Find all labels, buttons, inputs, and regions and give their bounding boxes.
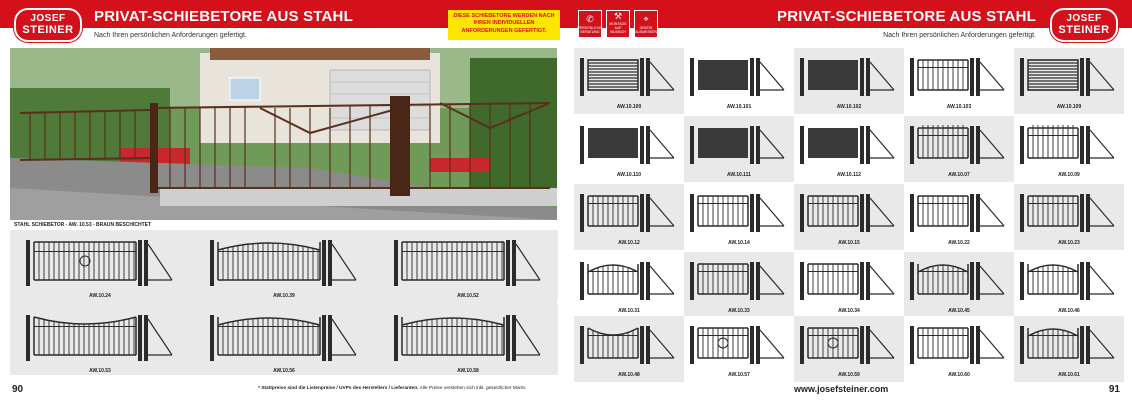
- gate-illustration: [578, 320, 678, 368]
- product-card[interactable]: [904, 252, 1014, 318]
- product-card[interactable]: [904, 184, 1014, 250]
- gate-illustration: [208, 234, 360, 290]
- product-code: AW.10.56: [273, 368, 295, 374]
- product-code: AW.10.52: [457, 293, 479, 299]
- product-code: AW.10.23: [1058, 240, 1080, 246]
- gate-illustration: [908, 320, 1008, 368]
- product-code: AW.10.59: [838, 372, 860, 378]
- badge-label: PERSÖNLICHE BERATUNG: [577, 26, 603, 35]
- gate-illustration: [908, 120, 1008, 168]
- product-code: AW.10.46: [1058, 308, 1080, 314]
- product-card[interactable]: [794, 184, 904, 250]
- gate-illustration: [908, 188, 1008, 236]
- product-code: AW.10.109: [1056, 104, 1082, 110]
- gate-illustration: [24, 309, 176, 365]
- product-code: AW.10.102: [836, 104, 862, 110]
- page-subtitle: Nach Ihren persönlichen Anforderungen gefertigt.: [883, 32, 1036, 39]
- badge-label: MONTAGE AUF WUNSCH: [609, 22, 627, 35]
- product-card[interactable]: [684, 184, 794, 250]
- product-code: AW.10.22: [948, 240, 970, 246]
- product-code: AW.10.15: [838, 240, 860, 246]
- product-code: AW.10.111: [727, 172, 751, 178]
- product-card[interactable]: [10, 230, 190, 300]
- phone-icon: ✆: [586, 14, 594, 25]
- product-card[interactable]: [794, 116, 904, 182]
- gate-illustration: [1018, 256, 1118, 304]
- product-code: AW.10.39: [273, 293, 295, 299]
- product-card[interactable]: [904, 316, 1014, 382]
- price-footnote: [258, 386, 526, 391]
- product-code: AW.10.101: [726, 104, 752, 110]
- footnote-bold: * Stattpreise sind die Listenpreise / UVPs des Herstellers / Lieferanten.: [258, 386, 419, 391]
- product-card[interactable]: [794, 252, 904, 318]
- gate-illustration: [578, 120, 678, 168]
- footnote-rest: Alle Preise verstehen sich inkl. gesetzlicher MwSt.: [418, 386, 527, 391]
- product-card[interactable]: [904, 48, 1014, 114]
- product-card[interactable]: [904, 116, 1014, 182]
- product-card[interactable]: [574, 48, 684, 114]
- product-card[interactable]: [574, 252, 684, 318]
- gate-illustration: [1018, 320, 1118, 368]
- gate-illustration: [688, 256, 788, 304]
- gate-illustration: [798, 52, 898, 100]
- product-card[interactable]: [684, 252, 794, 318]
- product-card[interactable]: [684, 48, 794, 114]
- product-code: AW.10.112: [836, 172, 862, 178]
- badge-installation[interactable]: [606, 10, 630, 38]
- gate-illustration: [392, 309, 544, 365]
- page-title: PRIVAT-SCHIEBETORE AUS STAHL: [94, 8, 353, 25]
- product-card[interactable]: [574, 116, 684, 182]
- product-code: AW.10.57: [728, 372, 750, 378]
- photo-caption: STAHL SCHIEBETOR - AW. 10.53 - BRAUN BESCHICHTET: [14, 222, 152, 228]
- gate-illustration: [798, 256, 898, 304]
- gate-illustration: [688, 52, 788, 100]
- product-card[interactable]: [1014, 116, 1124, 182]
- product-card[interactable]: [1014, 48, 1124, 114]
- product-card[interactable]: [574, 184, 684, 250]
- gate-illustration: [578, 188, 678, 236]
- page-number-left: 90: [12, 384, 24, 395]
- product-code: AW.10.12: [618, 240, 640, 246]
- product-card[interactable]: [1014, 184, 1124, 250]
- product-card[interactable]: [194, 305, 374, 375]
- gate-illustration: [578, 256, 678, 304]
- gate-illustration: [688, 320, 788, 368]
- product-code: AW.10.60: [948, 372, 970, 378]
- logo-line2: STEINER: [1058, 24, 1110, 36]
- ruler-icon: ⌖: [643, 14, 649, 25]
- product-code: AW.10.07: [948, 172, 970, 178]
- product-code: AW.10.45: [948, 308, 970, 314]
- logo-line1: JOSEF: [30, 13, 66, 24]
- product-card[interactable]: [378, 230, 558, 300]
- tools-icon: ⚒: [613, 10, 623, 21]
- gate-illustration: [798, 320, 898, 368]
- gate-illustration: [208, 309, 360, 365]
- product-card[interactable]: [1014, 252, 1124, 318]
- custom-made-note: DIESE SCHIEBETORE WERDEN NACH IHREN INDIVIDUELLEN ANFORDERUNGEN GEFERTIGT.: [448, 10, 560, 40]
- gate-illustration: [1018, 188, 1118, 236]
- gate-illustration: [578, 52, 678, 100]
- gate-illustration: [24, 234, 176, 290]
- product-code: AW.10.100: [616, 104, 642, 110]
- gate-illustration: [908, 52, 1008, 100]
- product-card[interactable]: [684, 116, 794, 182]
- gate-illustration: [392, 234, 544, 290]
- logo-line1: JOSEF: [1066, 13, 1102, 24]
- product-code: AW.10.09: [1058, 172, 1080, 178]
- product-card[interactable]: [574, 316, 684, 382]
- product-card[interactable]: [684, 316, 794, 382]
- product-code: AW.10.48: [618, 372, 640, 378]
- brand-logo[interactable]: [1050, 8, 1118, 42]
- gate-illustration: [798, 120, 898, 168]
- gate-illustration: [798, 188, 898, 236]
- gate-illustration: [1018, 120, 1118, 168]
- product-code: AW.10.14: [728, 240, 750, 246]
- brand-logo[interactable]: [14, 8, 82, 42]
- gate-illustration: [908, 256, 1008, 304]
- product-card[interactable]: [794, 48, 904, 114]
- catalog-page-right: [566, 0, 1132, 400]
- hero-photo: [10, 48, 557, 220]
- product-card[interactable]: [1014, 316, 1124, 382]
- product-code: AW.10.110: [616, 172, 642, 178]
- product-code: AW.10.33: [728, 308, 750, 314]
- gate-photo-illustration: [10, 48, 557, 220]
- badge-consulting[interactable]: [578, 10, 602, 38]
- service-badges: [578, 10, 658, 38]
- product-code: AW.10.53: [89, 368, 111, 374]
- page-subtitle: Nach Ihren persönlichen Anforderungen gefertigt.: [94, 32, 247, 39]
- gate-illustration: [1018, 52, 1118, 100]
- product-card[interactable]: [794, 316, 904, 382]
- product-code: AW.10.24: [89, 293, 111, 299]
- product-card[interactable]: [10, 305, 190, 375]
- page-title: PRIVAT-SCHIEBETORE AUS STAHL: [777, 8, 1036, 25]
- badge-measuring[interactable]: [634, 10, 658, 38]
- product-code: AW.10.61: [1058, 372, 1080, 378]
- product-code: AW.10.103: [946, 104, 972, 110]
- product-code: AW.10.58: [457, 368, 479, 374]
- website-link[interactable]: www.josefsteiner.com: [794, 384, 889, 394]
- gate-illustration: [688, 120, 788, 168]
- page-number-right: 91: [1108, 384, 1120, 395]
- logo-line2: STEINER: [22, 24, 74, 36]
- product-card[interactable]: [378, 305, 558, 375]
- gate-illustration: [688, 188, 788, 236]
- product-card[interactable]: [194, 230, 374, 300]
- product-code: AW.10.34: [838, 308, 860, 314]
- badge-label: GRATIS AUSMESSEN: [635, 26, 657, 35]
- product-code: AW.10.31: [618, 308, 640, 314]
